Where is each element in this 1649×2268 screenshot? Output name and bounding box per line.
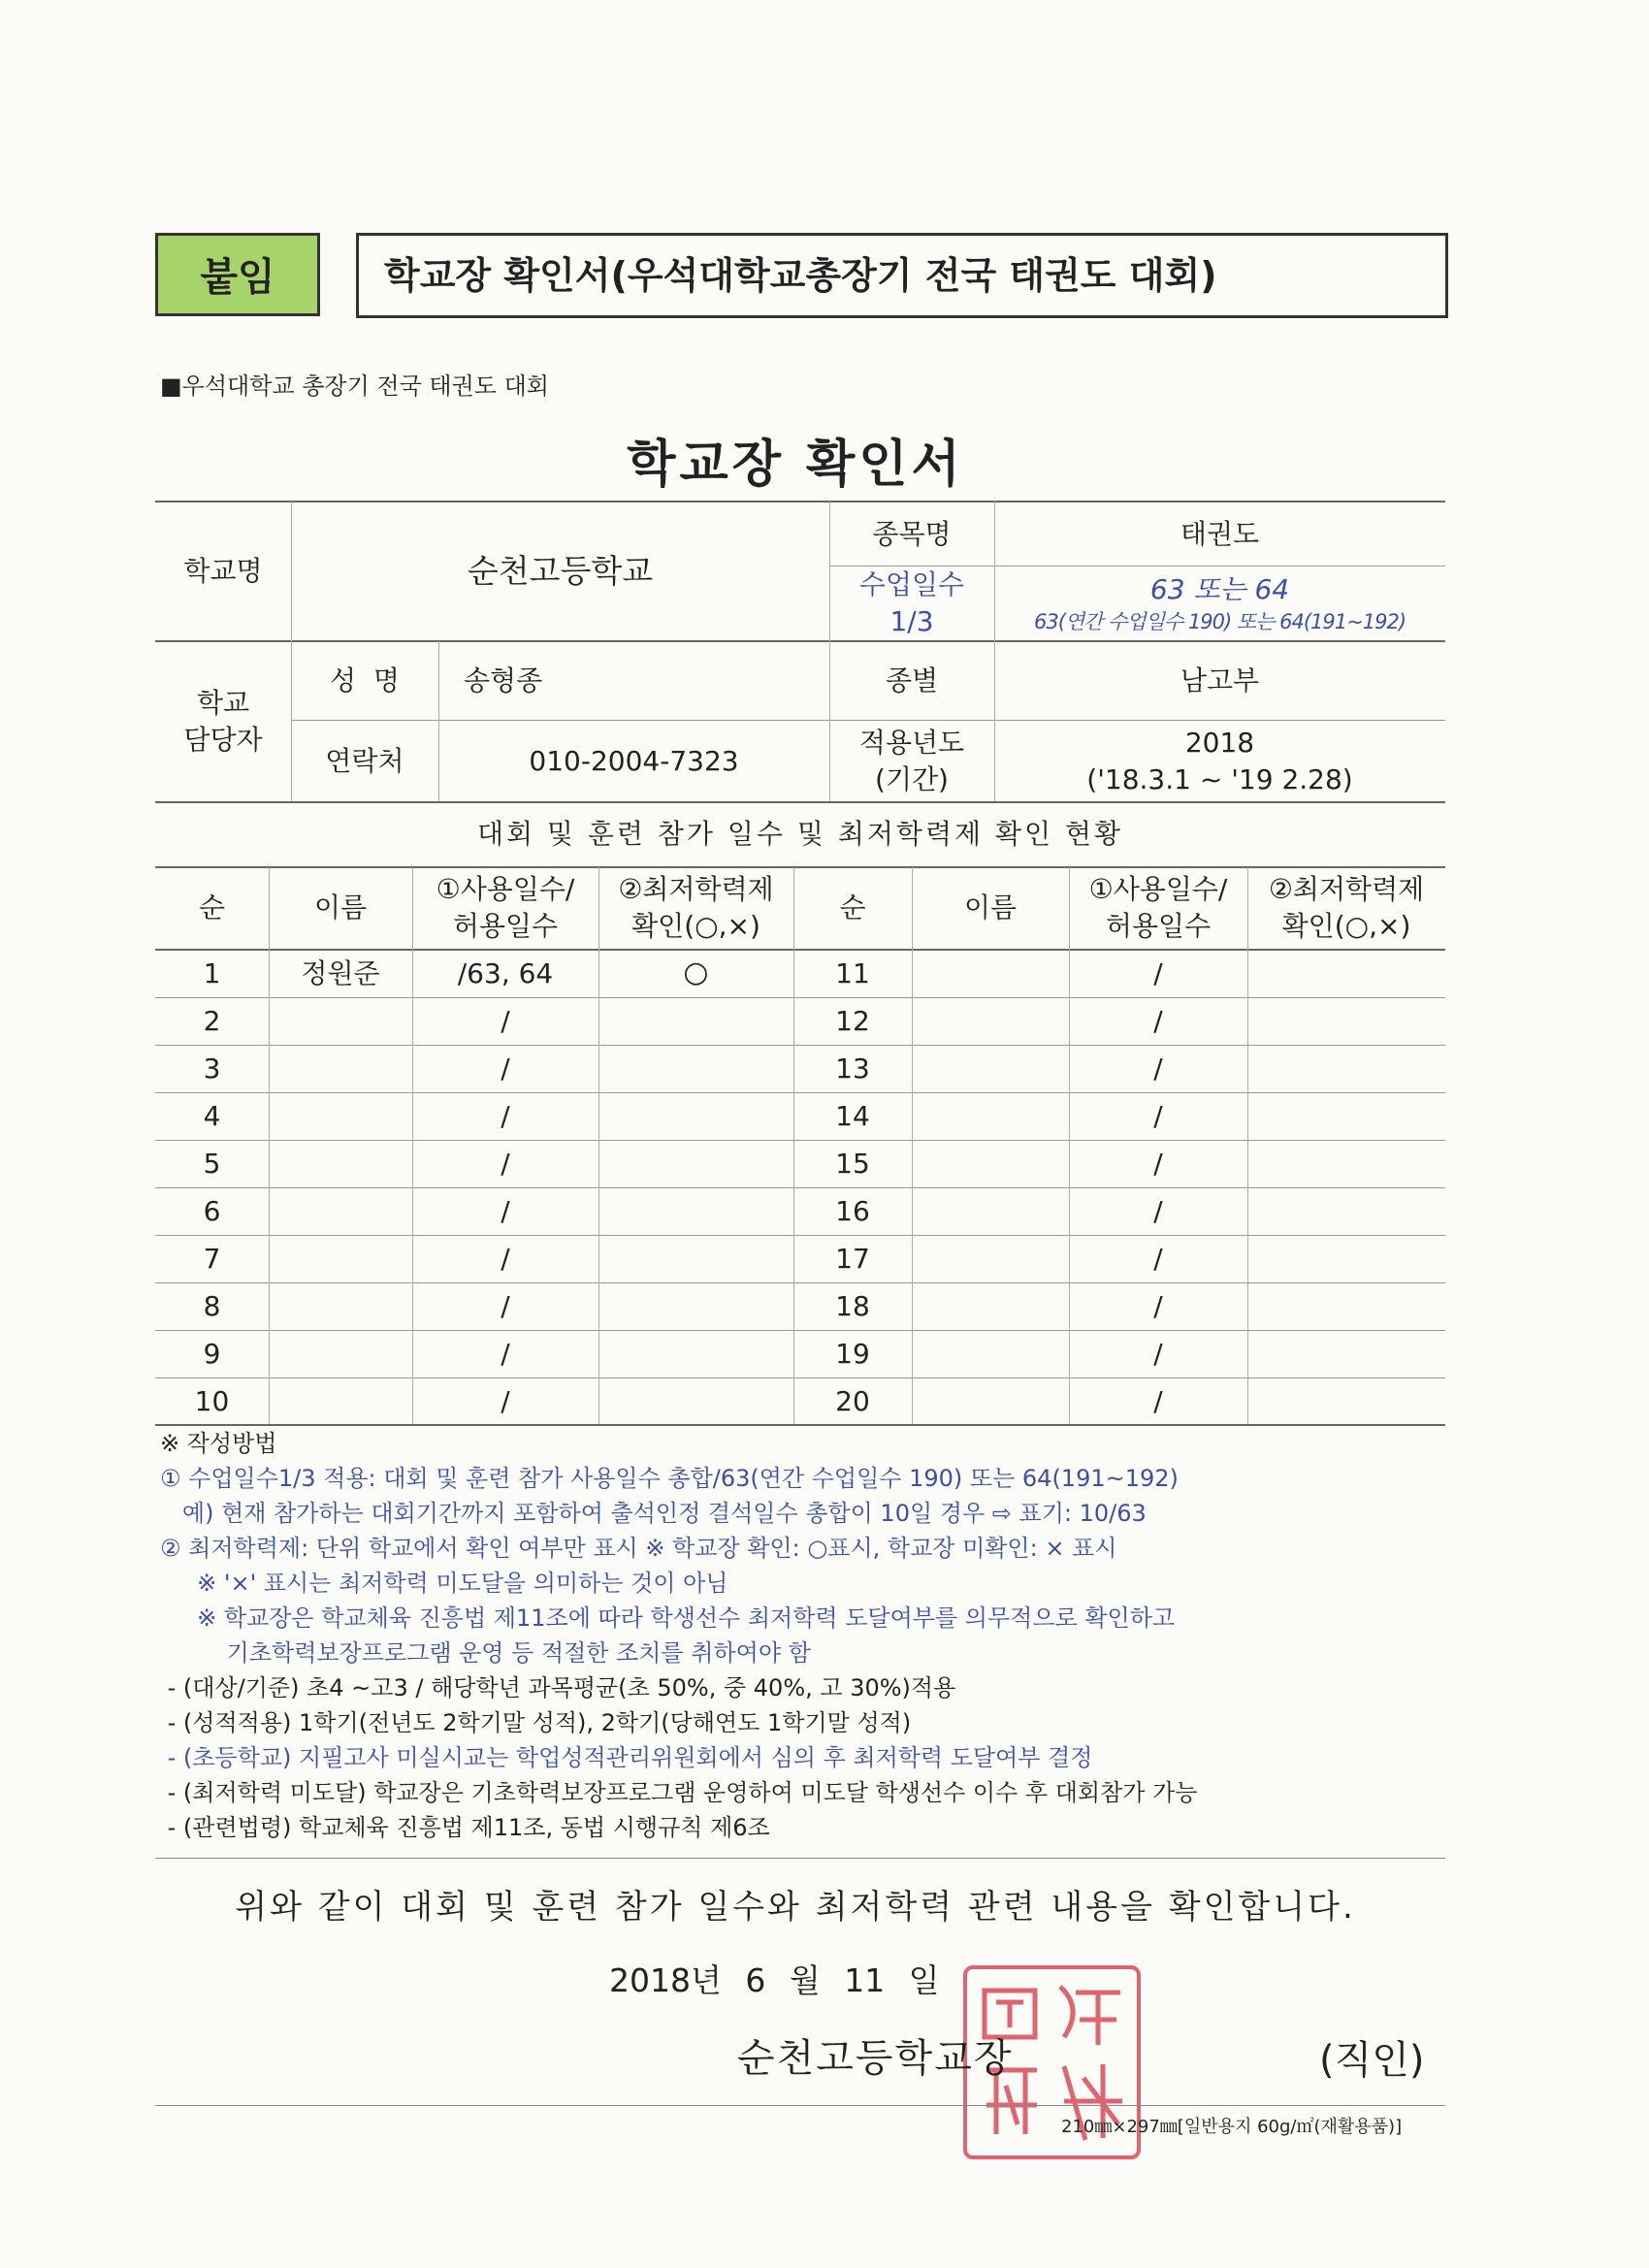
notes-divider	[155, 1858, 1445, 1859]
instruction-line: 기초학력보장프로그램 운영 등 적절한 조치를 취하여야 함	[160, 1639, 811, 1667]
principal-signature-line: 순천고등학교장	[737, 2036, 1014, 2081]
confirmation-statement: 위와 같이 대회 및 훈련 참가 일수와 최저학력 관련 내용을 확인합니다.	[235, 1888, 1356, 1927]
min-achievement-check: ○	[683, 956, 709, 990]
header-days-line1: ①사용일수/	[1088, 873, 1228, 906]
student-name	[269, 1187, 412, 1235]
student-name	[269, 1377, 412, 1425]
row-number: 3	[203, 1052, 221, 1085]
student-name	[269, 1092, 412, 1140]
seal-note: (직인)	[1319, 2038, 1425, 2083]
class-days-label	[829, 567, 994, 640]
competition-subtitle: ■우석대학교 총장기 전국 태권도 대회	[160, 373, 549, 400]
page-title: 학교장 확인서	[627, 436, 964, 494]
header-no: 순	[839, 891, 866, 924]
year-label-line2: (기간)	[875, 762, 949, 795]
student-name	[912, 1235, 1069, 1282]
class-days-label-line2: 1/3	[889, 605, 934, 637]
class-days-label-line1: 수업일수	[858, 568, 965, 601]
row-number: 14	[835, 1099, 870, 1132]
min-achievement-check	[1247, 1282, 1445, 1330]
row-number: 8	[203, 1289, 221, 1322]
student-name	[269, 1330, 412, 1377]
days-used: /	[501, 1194, 510, 1227]
instruction-line: ① 수업일수1/3 적용: 대회 및 훈련 참가 사용일수 총합/63(연간 수업일수 190) 또는 64(191~192)	[160, 1465, 1179, 1492]
days-used: /63, 64	[457, 956, 554, 989]
min-achievement-check	[1247, 950, 1445, 997]
student-name	[912, 1045, 1069, 1092]
instruction-line: - (대상/기준) 초4 ~고3 / 해당학년 과목평균(초 50%, 중 40%, 고 30%)적용	[160, 1674, 956, 1701]
header-days-line2: 허용일수	[452, 910, 559, 942]
manager-label	[155, 641, 291, 801]
min-achievement-check	[598, 1187, 793, 1235]
days-used: /	[1153, 956, 1163, 989]
days-used: /	[501, 1004, 510, 1037]
sport-value: 태권도	[1180, 517, 1260, 550]
row-number: 10	[194, 1384, 230, 1417]
days-used: /	[501, 1052, 510, 1085]
header-name: 이름	[313, 891, 368, 924]
manager-name-label: 성 명	[330, 664, 400, 697]
student-name	[912, 1140, 1069, 1187]
row-number: 17	[835, 1242, 870, 1275]
header-min-achievement	[1247, 867, 1445, 949]
instructions	[160, 1426, 1197, 1845]
student-name	[269, 997, 412, 1045]
row-number: 15	[835, 1147, 870, 1180]
year-value-line1: 2018	[1184, 726, 1255, 759]
student-name	[269, 1235, 412, 1282]
row-number: 6	[203, 1194, 221, 1227]
header-min-achievement	[598, 867, 793, 949]
manager-name-value: 송형종	[464, 664, 543, 697]
min-achievement-check	[598, 997, 793, 1045]
instruction-line: - (초등학교) 지필고사 미실시교는 학업성적관리위원회에서 심의 후 최저학력 도달여부 결정	[160, 1744, 1093, 1771]
min-achievement-check	[598, 1140, 793, 1187]
header-min-line2: 확인(○,×)	[631, 910, 760, 942]
days-used: /	[501, 1384, 510, 1417]
contact-label: 연락처	[325, 744, 404, 777]
student-name	[269, 1282, 412, 1330]
header-days	[1069, 867, 1247, 949]
row-number: 19	[835, 1337, 870, 1370]
days-used: /	[1153, 1242, 1163, 1275]
min-achievement-check	[598, 1092, 793, 1140]
instruction-line: - (관련법령) 학교체육 진흥법 제11조, 동법 시행규칙 제6조	[160, 1814, 770, 1841]
min-achievement-check	[1247, 1187, 1445, 1235]
days-used: /	[1153, 1194, 1163, 1227]
school-name-value: 순천고등학교	[467, 551, 654, 590]
class-days-value-line1: 63 또는 64	[1149, 572, 1290, 605]
days-used: /	[1153, 1052, 1163, 1085]
header-days	[412, 867, 598, 949]
days-used: /	[1153, 1289, 1163, 1322]
days-used: /	[1153, 1099, 1163, 1132]
manager-label-line1: 학교	[196, 686, 250, 719]
min-achievement-check	[1247, 1140, 1445, 1187]
student-name	[269, 1140, 412, 1187]
days-used: /	[1153, 1337, 1163, 1370]
student-name	[912, 1330, 1069, 1377]
instruction-line: - (성적적용) 1학기(전년도 2학기말 성적), 2학기(당해연도 1학기말 성적)	[160, 1709, 912, 1736]
instruction-line: ※ 학교장은 학교체육 진흥법 제11조에 따라 학생선수 최저학력 도달여부를 의무적으로 확인하고	[160, 1604, 1176, 1632]
student-name: 정원준	[301, 956, 380, 989]
sport-label: 종목명	[872, 517, 952, 550]
header-min-line1: ②최저학력제	[618, 873, 774, 906]
header-days-line1: ①사용일수/	[436, 873, 575, 906]
issue-date: 2018년 6 월 11 일	[609, 1961, 940, 1999]
division-label: 종별	[885, 664, 939, 697]
row-number: 12	[835, 1004, 870, 1037]
student-name	[912, 1092, 1069, 1140]
min-achievement-check	[1247, 1092, 1445, 1140]
student-name	[912, 1377, 1069, 1425]
min-achievement-check	[1247, 1330, 1445, 1377]
header-name: 이름	[963, 891, 1018, 924]
student-name	[912, 997, 1069, 1045]
days-used: /	[501, 1147, 510, 1180]
class-days-value-line2: 63(연간 수업일수 190) 또는 64(191~192)	[1033, 609, 1406, 633]
division-value: 남고부	[1180, 664, 1260, 697]
instruction-line: ※ '×' 표시는 최저학력 미도달을 의미하는 것이 아님	[160, 1570, 728, 1597]
days-used: /	[1153, 1147, 1163, 1180]
min-achievement-check	[1247, 1235, 1445, 1282]
row-number: 9	[203, 1337, 221, 1370]
student-name	[912, 1187, 1069, 1235]
year-label	[829, 721, 994, 801]
min-achievement-check	[598, 1282, 793, 1330]
days-used: /	[501, 1289, 510, 1322]
row-number: 16	[835, 1194, 870, 1227]
min-achievement-check	[1247, 997, 1445, 1045]
min-achievement-check	[1247, 1045, 1445, 1092]
header-no: 순	[198, 891, 226, 924]
days-used: /	[1153, 1004, 1163, 1037]
section-title: 대회 및 훈련 참가 일수 및 최저학력제 확인 현황	[476, 818, 1124, 851]
days-used: /	[501, 1242, 510, 1275]
min-achievement-check	[1247, 1377, 1445, 1425]
row-number: 2	[203, 1004, 221, 1037]
student-name	[912, 1282, 1069, 1330]
row-number: 18	[835, 1289, 870, 1322]
row-number: 5	[203, 1147, 221, 1180]
row-number: 7	[203, 1242, 221, 1275]
row-number: 13	[835, 1052, 870, 1085]
days-used: /	[1153, 1384, 1163, 1417]
row-number: 1	[203, 956, 221, 989]
class-days-value	[994, 567, 1445, 640]
min-achievement-check	[598, 1377, 793, 1425]
footer-divider	[155, 2105, 1445, 2106]
header-min-line1: ②최저학력제	[1268, 873, 1425, 906]
paper-spec-note: 210㎜×297㎜[일반용지 60g/㎡(재활용품)]	[1061, 2117, 1403, 2137]
student-name	[912, 950, 1069, 997]
info-bottom-border	[155, 801, 1445, 803]
min-achievement-check	[598, 1045, 793, 1092]
year-value-line2: ('18.3.1 ~ '19 2.28)	[1086, 762, 1353, 795]
row-number: 4	[203, 1099, 221, 1132]
year-value	[994, 721, 1445, 801]
student-name	[269, 1045, 412, 1092]
row-number: 20	[835, 1384, 870, 1417]
manager-label-line2: 담당자	[183, 723, 263, 756]
min-achievement-check	[598, 1330, 793, 1377]
header-min-line2: 확인(○,×)	[1281, 910, 1411, 942]
attachment-tag: 붙임	[155, 233, 320, 316]
instruction-line: ※ 작성방법	[160, 1430, 277, 1457]
contact-value: 010-2004-7323	[529, 744, 739, 777]
header-days-line2: 허용일수	[1105, 910, 1212, 942]
document-title-box: 학교장 확인서(우석대학교총장기 전국 태권도 대회)	[356, 233, 1448, 318]
year-label-line1: 적용년도	[858, 726, 965, 759]
school-name-label: 학교명	[183, 555, 263, 588]
instruction-line: 예) 현재 참가하는 대회기간까지 포함하여 출석인정 결석일수 총합이 10일 경우 ⇨ 표기: 10/63	[160, 1500, 1147, 1527]
instruction-line: - (최저학력 미도달) 학교장은 기초학력보장프로그램 운영하여 미도달 학생선수 이수 후 대회참가 가능	[160, 1779, 1198, 1806]
days-used: /	[501, 1099, 510, 1132]
instruction-line: ② 최저학력제: 단위 학교에서 확인 여부만 표시 ※ 학교장 확인: ○표시, 학교장 미확인: × 표시	[160, 1535, 1117, 1562]
min-achievement-check	[598, 1235, 793, 1282]
row-number: 11	[835, 956, 870, 989]
days-used: /	[501, 1337, 510, 1370]
